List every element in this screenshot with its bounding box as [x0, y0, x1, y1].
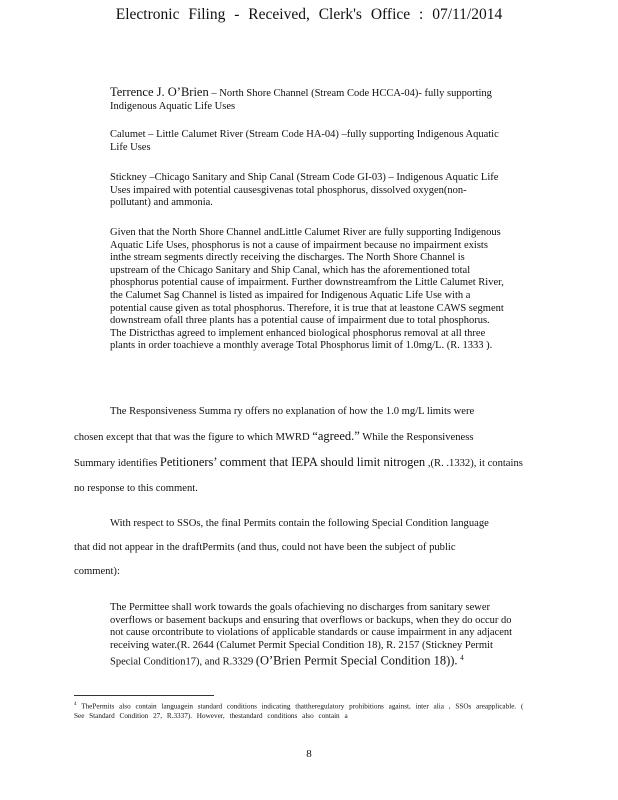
given-paragraph: Given that the North Shore Channel andLittle Calumet River are fully supporting Indigenous Aquatic Life Uses, phosphorus is not a cause of impairment because no impairment exists inthe stream segments directly receiving the discharges. The North Shore Channel is upstream of the Chicago Sanitary and Ship Canal, which has the aforementioned total phosphorus potential cause of impairment. Further downstreamfrom the Little Calumet River, the Calumet Sag Channel is listed as impaired for Indigenous Aquatic Life Use with a potential cause given as total phosphorus. Therefore, it is true that at leastone CAWS segment downstream ofall three plants has a potential cause of impairment due to total phosphorus. The Districthas agreed to implement enhanced biological phosphorus removal at all three plants in order toachieve a monthly average Total Phosphorus limit of 1.0mg/L. (R. 1333 ). [110, 227, 504, 352]
paragraph-line: no response to this comment. [74, 482, 198, 494]
quote-text: The Permittee shall work towards the goals ofachieving no discharges from sanitary sewer overflows or basement backups and ensuring that overflows or backups, when they do occur do not cause orcontribute to violations of applicable standards or cause impairment in any adjacent receiving water.(R. 2644 (Calumet Permit Special Condition 18), R. 2157 (Stickney Permit Special Condition17), and R.3329 [110, 602, 513, 668]
filing-header: Electronic Filing - Received, Clerk's Office : 07/11/2014 [115, 6, 503, 23]
permit-name: Terrence J. O’Brien [110, 85, 209, 99]
list-item [110, 86, 505, 113]
paragraph-line: The Responsiveness Summa ry offers no explanation of how the 1.0 mg/L limits were [110, 406, 475, 417]
quote-tail: (O’Brien Permit Special Condition 18)). [255, 653, 458, 668]
permit-status: – North Shore Channel (Stream Code HCCA-04)- fully supporting Indigenous Aquatic Life Uses [110, 88, 492, 112]
footnote-reference: 4 [460, 653, 464, 663]
sso-paragraph [74, 518, 534, 591]
footnote-mark: 4 [74, 702, 77, 707]
paragraph-line: Summary identifies Petitioners’ comment that IEPA should limit nitrogen ,(R. .1332), it contains [74, 455, 523, 470]
page-number: 8 [306, 748, 312, 760]
permit-status: Calumet – Little Calumet River (Stream Code HA-04) –fully supporting Indigenous Aquatic Life Uses [110, 129, 499, 153]
paragraph-line: chosen except that that was the figure to which MWRD “agreed.” While the Responsiveness [74, 429, 474, 444]
permit-status: Stickney –Chicago Sanitary and Ship Canal (Stream Code GI-03) – Indigenous Aquatic Life Uses impaired with potential causesgivenas total phosphorus, dissolved oxygen(non-pollutant) and ammonia. [110, 172, 499, 209]
list-item [110, 129, 505, 154]
footnote-divider [74, 695, 214, 696]
footnote-text: ThePermits also contain languagein standard conditions indicating thattheregulatory prohibitions against, inter alia , SSOs areapplicable. ( See Standard Condition 27, R.3337). However, thestandard conditions also contain a [74, 702, 524, 720]
list-item [110, 172, 505, 210]
paragraph-line: that did not appear in the draftPermits (and thus, could not have been the subject of public [74, 542, 456, 554]
paragraph-line: comment): [74, 566, 120, 578]
block-quote [110, 602, 515, 669]
responsiveness-paragraph [74, 406, 534, 507]
paragraph-line: With respect to SSOs, the final Permits contain the following Special Condition language [110, 518, 489, 529]
footnote [74, 700, 526, 721]
